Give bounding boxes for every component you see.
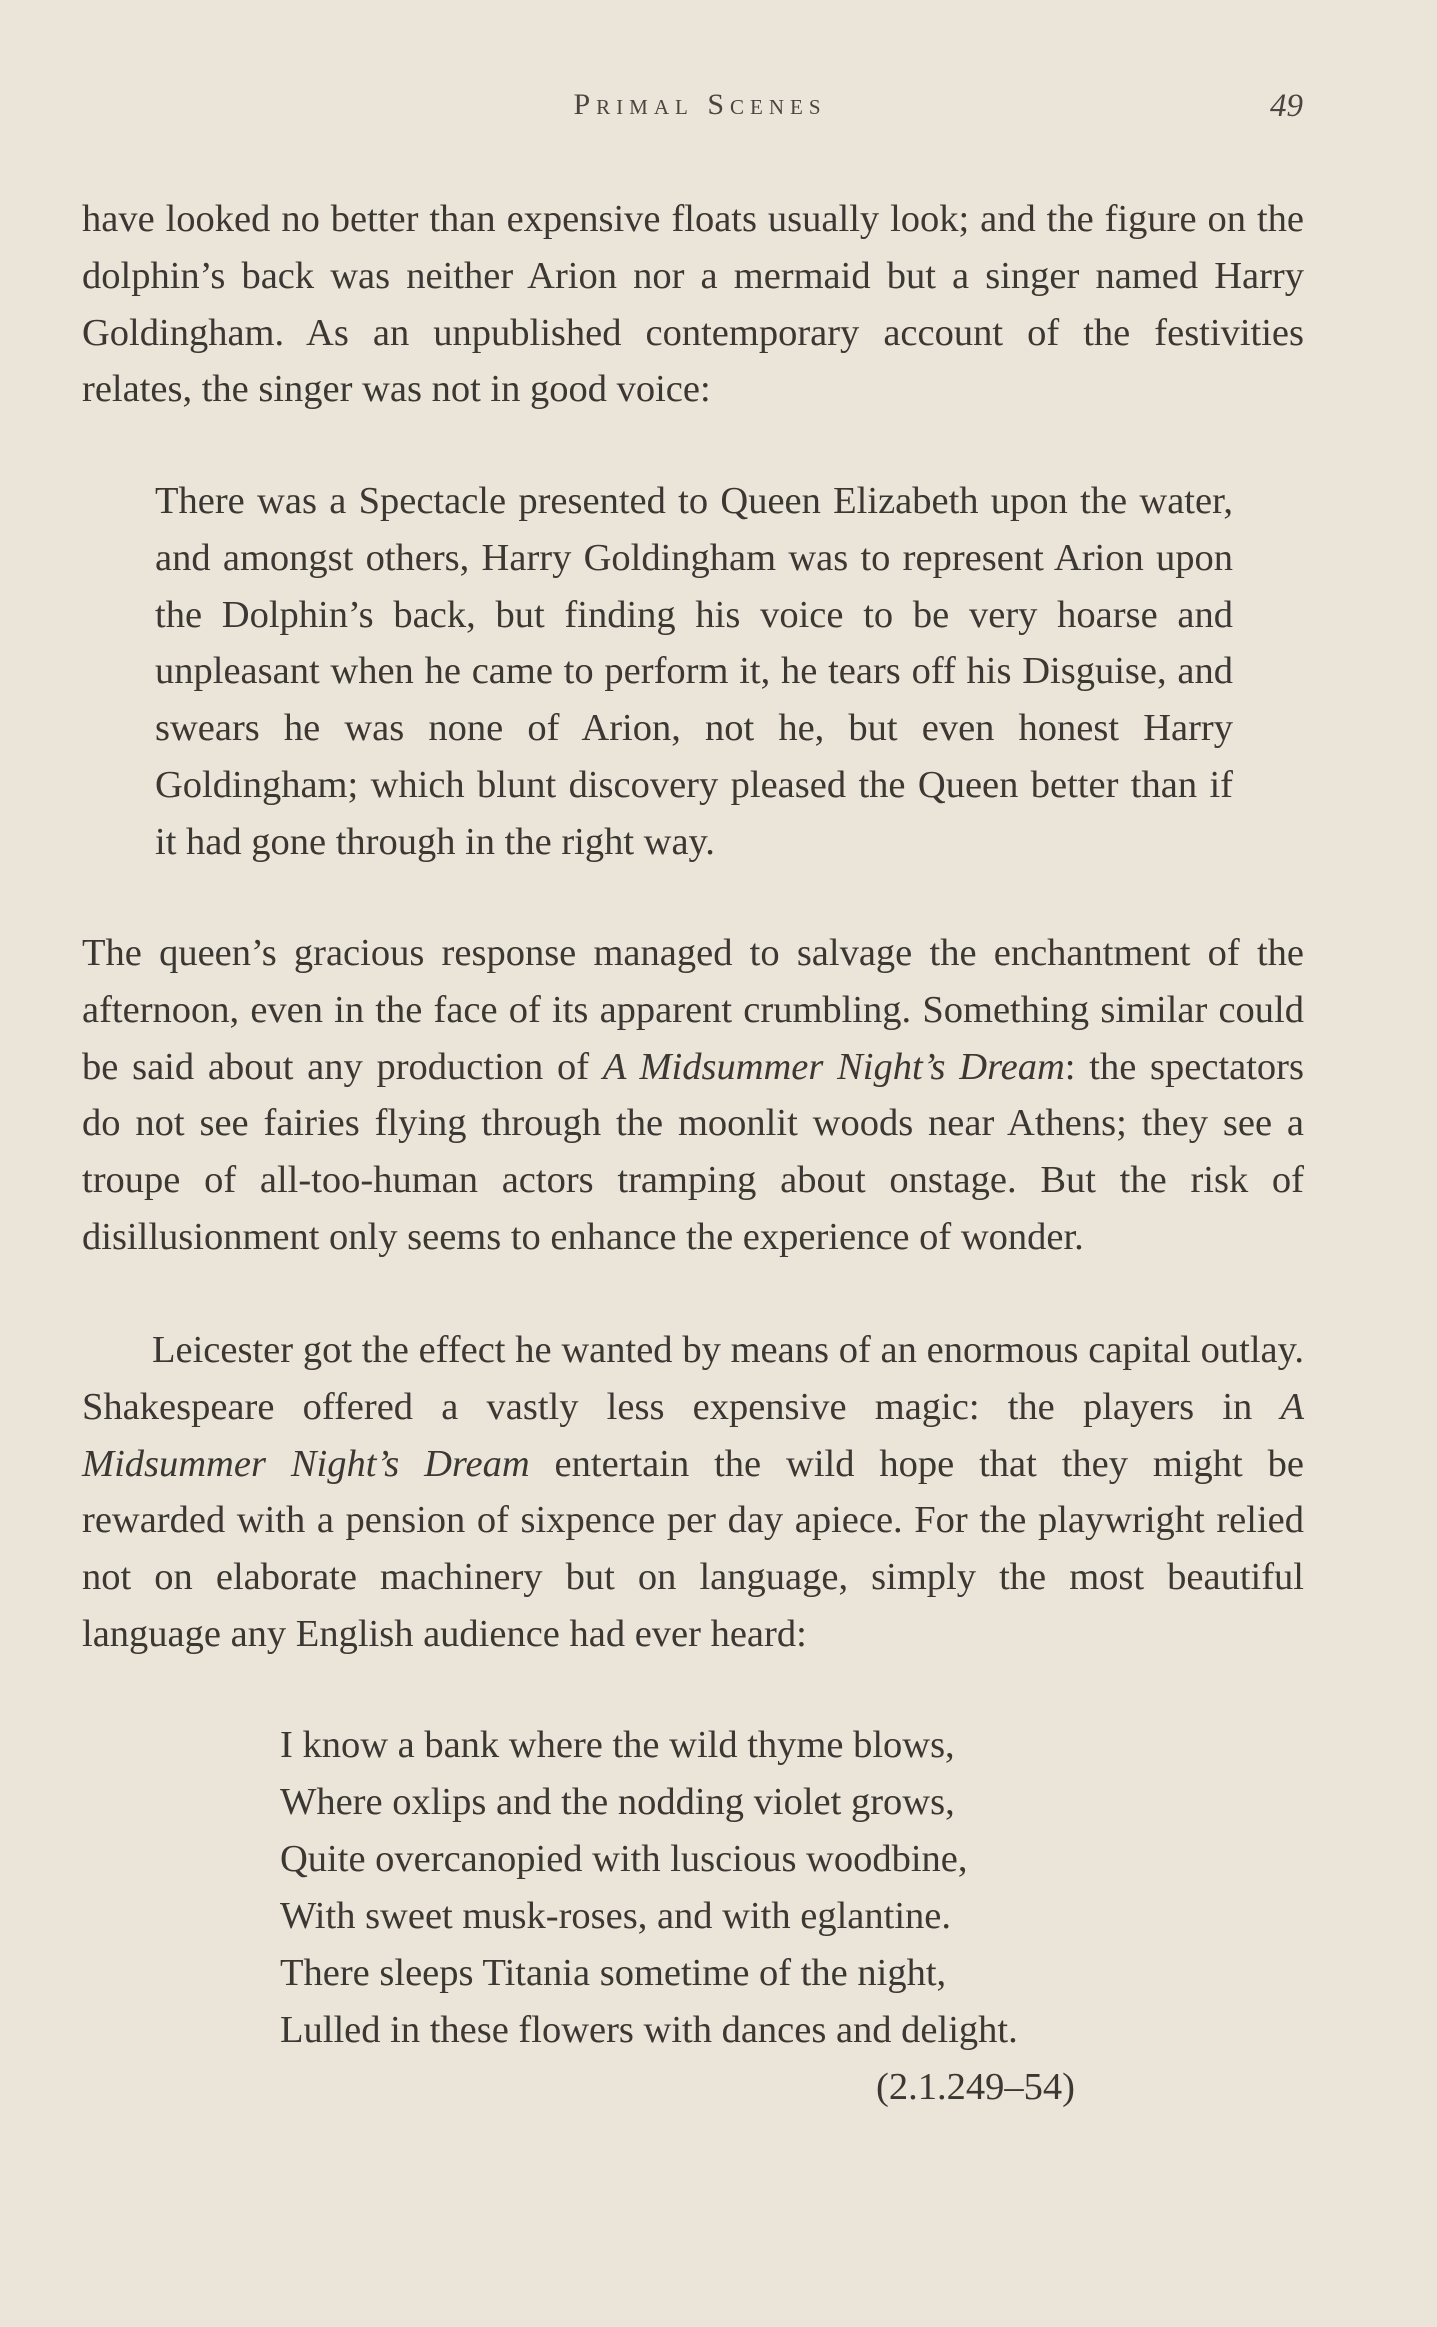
paragraph-text: The queen’s gracious response managed to salvage the enchantment of the afternoon, even in the face of its apparent crumbling. Something similar could be said about any production of [82, 932, 1304, 1088]
paragraph-text: entertain the wild hope that they might be rewarded with a pension of sixpence per day apiece. For the playwright relied not on elaborate machinery but on language, simply the most beautiful language any English audience had ever heard: [82, 1442, 1304, 1655]
verse-citation: (2.1.249–54) [876, 2066, 1075, 2108]
paragraph-text: : the spectators do not see fairies flying through the moonlit woods near Athens; they see a troupe of all-too-human actors tramping about onstage. But the risk of disillusionment only seems to enhance the experience of wonder. [82, 1045, 1304, 1258]
paragraph-text: Leicester got the effect he wanted by means of an enormous capital outlay. Shakespeare offered a vastly less expensive magic: the players in [82, 1329, 1304, 1428]
paragraph-opening: have looked no better than expensive floats usually look; and the figure on the dolphin’s back was neither Arion nor a mermaid but a singer named Harry Goldingham. As an unpublished contemporary account of the festivities relates, the singer was not in good voice: [82, 198, 1304, 411]
verse-line: With sweet musk-roses, and with eglantine. [280, 1895, 951, 1937]
verse-line: Quite overcanopied with luscious woodbine, [280, 1838, 968, 1880]
verse-line: Where oxlips and the nodding violet grows, [280, 1781, 955, 1823]
page-number: 49 [1270, 88, 1303, 124]
block-quote: There was a Spectacle presented to Queen Elizabeth upon the water, and amongst others, Harry Goldingham was to represent Arion upon the Dolphin’s back, but finding his voice to be very hoarse and unpleasant when he came to perform it, he tears off his Disguise, and swears he was none of Arion, not he, but even honest Harry Goldingham; which blunt discovery pleased the Queen better than if it had gone through in the right way. [155, 480, 1233, 863]
verse-line: I know a bank where the wild thyme blows, [280, 1724, 955, 1766]
verse-line: Lulled in these flowers with dances and delight. [280, 2009, 1018, 2051]
play-title: A Midsummer Night’s Dream [602, 1045, 1065, 1088]
verse-line: There sleeps Titania sometime of the night, [280, 1952, 947, 1994]
paragraph-queen-response [82, 925, 1304, 1266]
play-title: A Midsummer Night’s Dream [82, 1385, 1304, 1485]
paragraph-leicester [82, 1322, 1304, 1663]
verse-quote [280, 1717, 1180, 2116]
running-head-title: Primal Scenes [573, 88, 827, 121]
running-head [0, 88, 1437, 128]
